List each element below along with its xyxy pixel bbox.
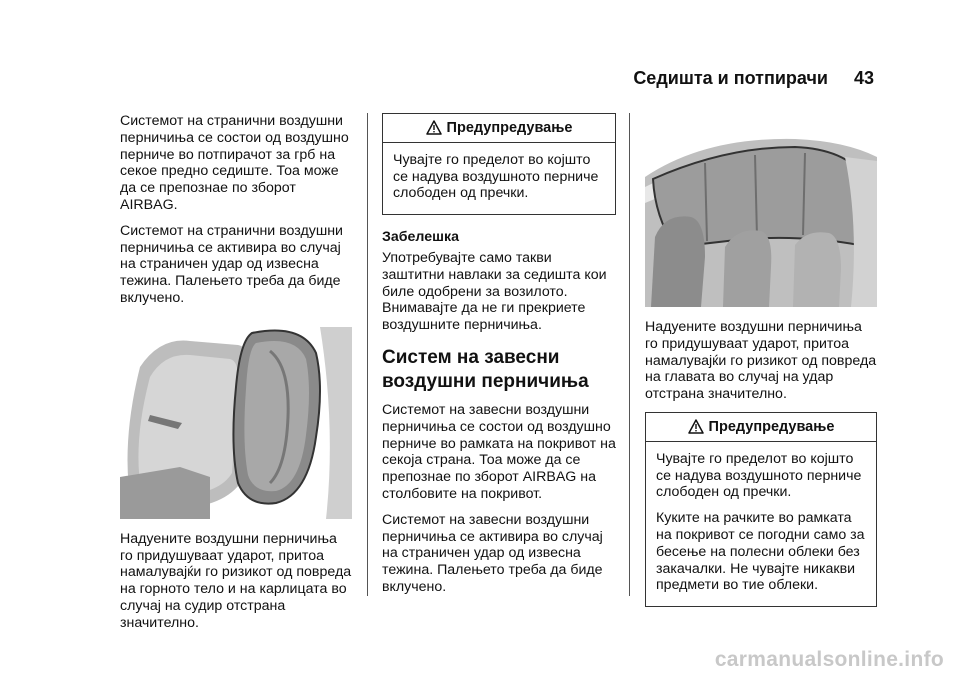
column-divider-2 [629, 113, 630, 596]
column-left [120, 113, 352, 641]
watermark: carmanualsonline.info [714, 648, 944, 671]
section-title: Систем на завесни воздушни перничиња [382, 346, 589, 392]
warning-box [382, 113, 616, 215]
seat-side-airbag-illustration [120, 327, 352, 519]
warning-text-2b: Куките на рачките во рамката на покривот се погодни само за бесење на полесни облеки без закачалки. Не чувајте никакви предмети во тие облеки. [656, 510, 865, 594]
warning-title-2: Предупредување [708, 418, 835, 435]
side-airbag-caption: Надуените воздушни перничиња го придушуваат ударот, притоа намалувајќи го ризикот од повреда на горното тело и на карлицата во случај на судир отстрана значително. [120, 530, 352, 631]
curtain-airbag-caption: Надуените воздушни перничиња го придушуваат ударот, притоа намалувајќи го ризикот од повреда на главата во случај на удар отстрана значително. [645, 319, 877, 403]
column-divider-1 [367, 113, 368, 596]
note-title: Забелешка [382, 229, 459, 246]
warning-triangle-icon [426, 120, 442, 135]
warning-header [383, 114, 615, 143]
warning-box-2 [645, 412, 877, 607]
warning-triangle-icon [688, 419, 704, 434]
column-middle [382, 113, 616, 605]
curtain-airbag-description: Системот на завесни воздушни перничиња се состои од воздушно перниче во рамката на покривот на секоја страна. Тоа може да се препознае по зборот AIRBAG на столбовите на покривот. [382, 401, 616, 502]
column-right [645, 113, 877, 621]
header-title: Седишта и потпирачи [633, 68, 828, 88]
page-number: 43 [853, 68, 874, 88]
side-airbag-description: Системот на странични воздушни перничиња се состои од воздушно перниче во потпирачот за грб на секое предно седиште. Тоа може да се препознае по зборот AIRBAG. [120, 113, 349, 213]
warning-text: Чувајте го пределот во којшто се надува воздушното перниче слободен од пречки. [393, 151, 599, 202]
curtain-airbag-activation: Системот на завесни воздушни перничиња се активира во случај на страничен удар од извесна тежина. Палењето треба да биде вклучено. [382, 511, 603, 595]
page-header [633, 68, 874, 89]
curtain-airbag-illustration [645, 117, 877, 307]
side-airbag-activation: Системот на странични воздушни перничиња се активира во случај на страничен удар од извесна тежина. Палењето треба да биде вклучено. [120, 222, 343, 306]
warning-title: Предупредување [446, 120, 573, 136]
warning-text-2a: Чувајте го пределот во којшто се надува воздушното перниче слободен од пречки. [656, 450, 862, 501]
warning-header-2 [646, 413, 876, 442]
note-text: Употребувајте само такви заштитни навлаки за седишта кои биле одобрени за возилото. Внимавајте да не ги прекриете воздушните перничиња. [382, 249, 607, 334]
